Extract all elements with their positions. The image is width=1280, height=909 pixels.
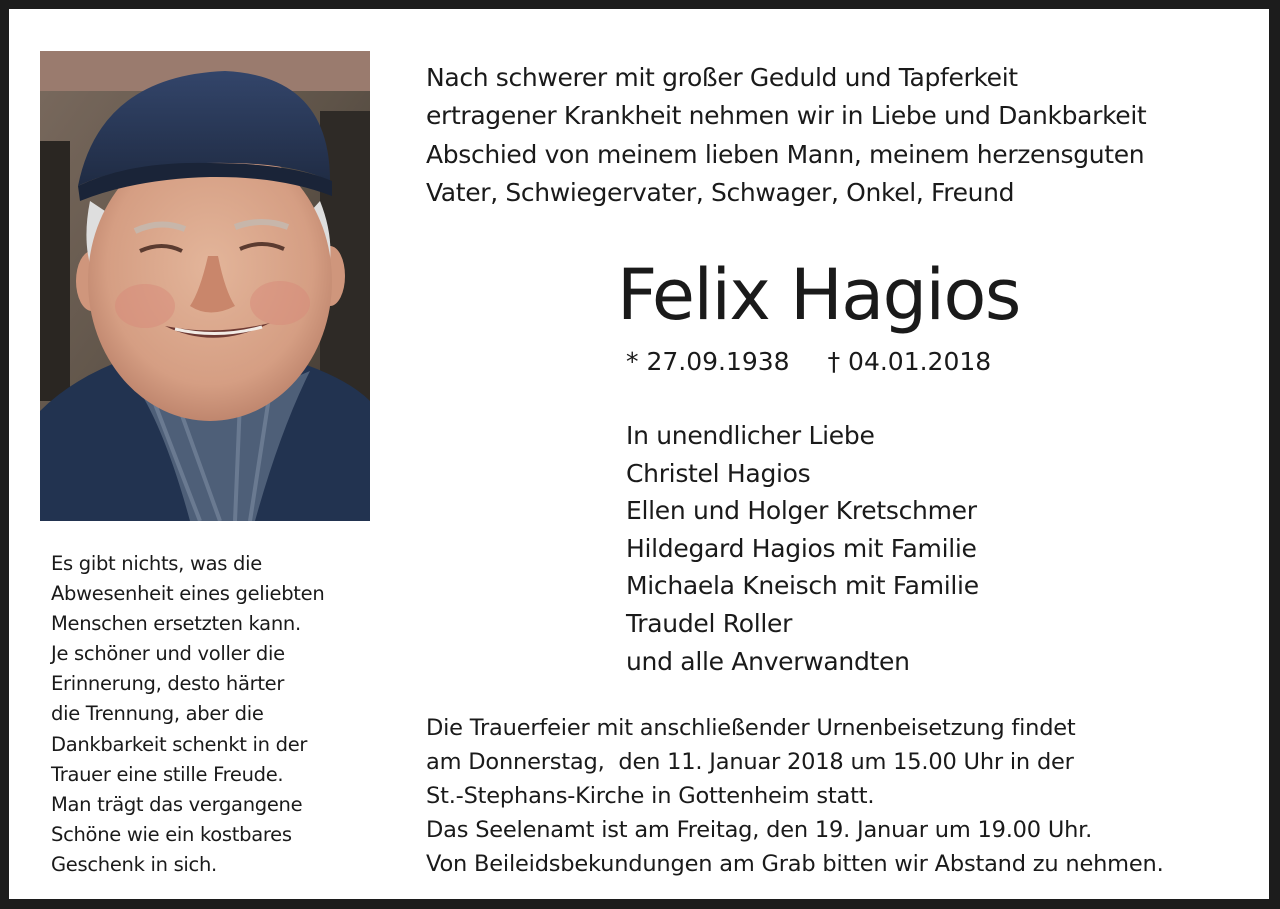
quote-line: Abwesenheit eines geliebten — [51, 582, 325, 606]
service-details — [426, 711, 1276, 881]
mourner-line: Christel Hagios — [626, 458, 811, 488]
quote-line: Man trägt das vergangene — [51, 792, 303, 816]
mourners-list — [626, 417, 979, 680]
mourner-line: In unendlicher Liebe — [626, 421, 875, 450]
service-line: Das Seelenamt ist am Freitag, den 19. Januar um 19.00 Uhr. — [426, 817, 1093, 843]
quote-line: Erinnerung, desto härter — [51, 672, 285, 696]
mourner-line: Hildegard Hagios mit Familie — [626, 533, 977, 563]
birth-date: * 27.09.1938 — [626, 347, 790, 376]
mourner-line: Traudel Roller — [626, 608, 793, 638]
quote-line: Je schöner und voller die — [51, 642, 285, 666]
deceased-name: Felix Hagios — [617, 254, 1020, 336]
intro-line: Nach schwerer mit großer Geduld und Tapferkeit — [426, 63, 1018, 92]
memorial-quote — [51, 549, 381, 880]
service-line: Von Beileidsbekundungen am Grab bitten wir Abstand zu nehmen. — [426, 851, 1164, 877]
intro-line: Abschied von meinem lieben Mann, meinem herzensguten — [426, 139, 1145, 169]
quote-line: Dankbarkeit schenkt in der — [51, 732, 308, 756]
quote-line: Trauer eine stille Freude. — [51, 762, 284, 786]
service-line: Die Trauerfeier mit anschließender Urnenbeisetzung findet — [426, 715, 1076, 741]
service-line: St.-Stephans-Kirche in Gottenheim statt. — [426, 783, 875, 809]
quote-line: Menschen ersetzten kann. — [51, 612, 301, 636]
service-line: am Donnerstag, den 11. Januar 2018 um 15.00 Uhr in der — [426, 749, 1074, 775]
quote-line: Schöne wie ein kostbares — [51, 822, 292, 846]
mourner-line: Michaela Kneisch mit Familie — [626, 571, 979, 601]
mourner-line: Ellen und Holger Kretschmer — [626, 496, 977, 526]
quote-line: die Trennung, aber die — [51, 702, 264, 726]
death-date: † 04.01.2018 — [827, 347, 992, 376]
portrait-photo — [40, 51, 370, 521]
portrait-illustration — [40, 51, 370, 521]
intro-line: ertragener Krankheit nehmen wir in Liebe und Dankbarkeit — [426, 101, 1147, 131]
life-dates — [626, 343, 991, 381]
intro-text — [426, 59, 1276, 212]
mourner-line: und alle Anverwandten — [626, 646, 910, 676]
quote-line: Es gibt nichts, was die — [51, 552, 262, 575]
quote-line: Geschenk in sich. — [51, 852, 217, 876]
intro-line: Vater, Schwiegervater, Schwager, Onkel, Freund — [426, 177, 1015, 207]
